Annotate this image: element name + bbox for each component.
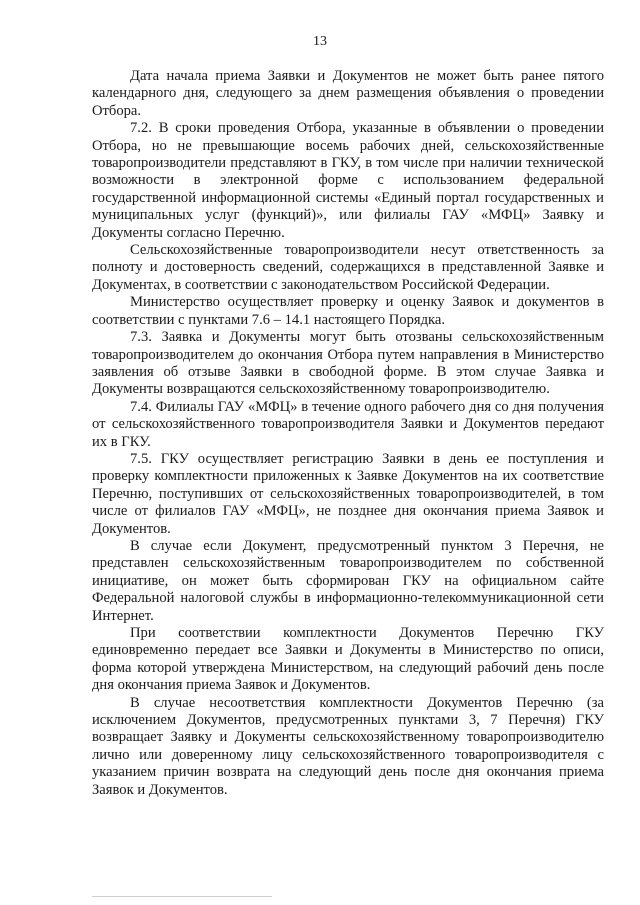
paragraph-7-3: 7.3. Заявка и Документы могут быть отозваны сельскохозяйственным товаропроизводителем до окончания Отбора путем направления в Министерство заявления об отзыве Заявки в свободной форме. В этом случае Заявка и Документы возвращаются сельскохозяйственному товаропроизводителю.: [92, 329, 604, 398]
paragraph-ministry-check: Министерство осуществляет проверку и оценку Заявок и документов в соответствии с пунктами 7.6 – 14.1 настоящего Порядка.: [92, 294, 604, 328]
paragraph-document-item-3: В случае если Документ, предусмотренный пунктом 3 Перечня, не представлен сельскохозяйственным товаропроизводителем по собственной инициативе, он может быть сформирован ГКУ на официальном сайте Федеральной налоговой службы в информационно-телекоммуникационной сети Интернет.: [92, 537, 604, 624]
paragraph-7-2: 7.2. В сроки проведения Отбора, указанные в объявлении о проведении Отбора, но не превышающие восемь рабочих дней, сельскохозяйственные товаропроизводители представляют в ГКУ, в том числе при наличии технической возможности в электронной форме с использованием федеральной государственной информационной системы «Единый портал государственных и муниципальных услуг (функций)», или филиалы ГАУ «МФЦ» Заявку и Документы согласно Перечню.: [92, 120, 604, 241]
paragraph-7-4: 7.4. Филиалы ГАУ «МФЦ» в течение одного рабочего дня со дня получения от сельскохозяйственного товаропроизводителя Заявки и Документов передают их в ГКУ.: [92, 398, 604, 450]
document-body: [92, 68, 604, 799]
paragraph-7-5: 7.5. ГКУ осуществляет регистрацию Заявки в день ее поступления и проверку комплектности приложенных к Заявке Документов на их соответствие Перечню, поступивших от сельскохозяйственных товаропроизводителей, в том числе от филиалов ГАУ «МФЦ», не позднее дня окончания приема Заявок и Документов.: [92, 450, 604, 537]
paragraph-responsibility: Сельскохозяйственные товаропроизводители несут ответственность за полноту и достоверность сведений, содержащихся в представленной Заявке и Документах, в соответствии с законодательством Российской Федерации.: [92, 242, 604, 293]
paragraph-1: Дата начала приема Заявки и Документов не может быть ранее пятого календарного дня, следующего за днем размещения объявления о проведении Отбора.: [92, 68, 604, 119]
bottom-divider: [92, 896, 272, 897]
page-number: 13: [313, 34, 327, 49]
paragraph-completeness-mismatch: В случае несоответствия комплектности Документов Перечню (за исключением Документов, предусмотренных пунктами 3, 7 Перечня) ГКУ возвращает Заявку и Документы сельскохозяйственному товаропроизводителю лично или доверенному лицу сельскохозяйственного товаропроизводителя с указанием причин возврата на следующий день после дня окончания приема Заявок и Документов.: [92, 694, 604, 798]
paragraph-completeness-match: При соответствии комплектности Документов Перечню ГКУ единовременно передает все Заявки и Документы в Министерство по описи, форма которой утверждена Министерством, на следующий рабочий день после дня окончания приема Заявок и Документов.: [92, 625, 604, 694]
